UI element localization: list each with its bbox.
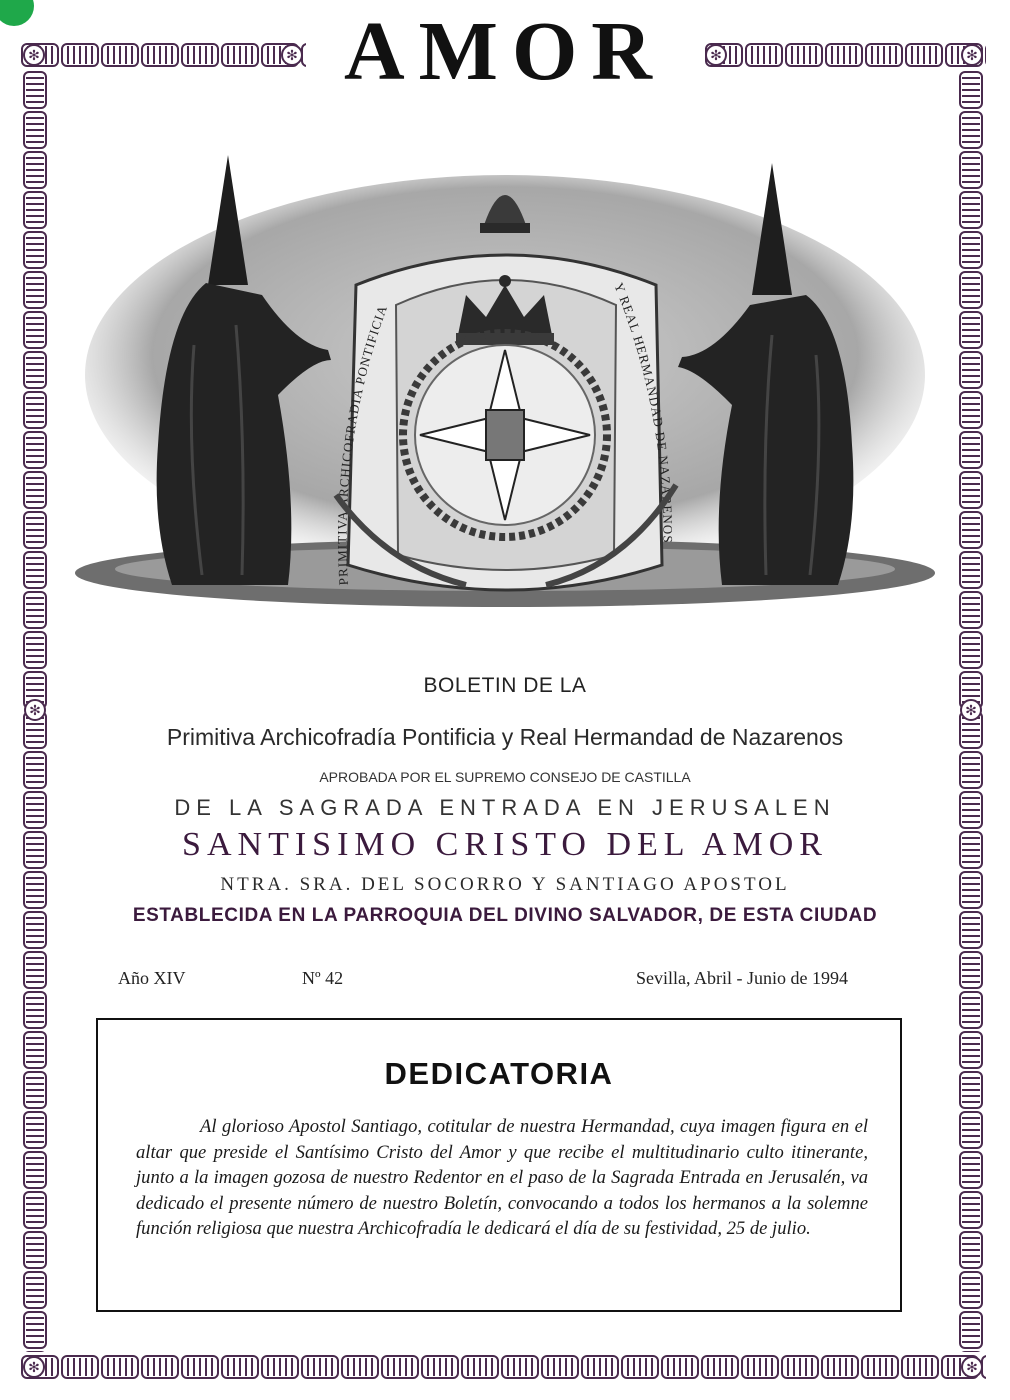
dedication-text: Al glorioso Apostol Santiago, cotitular de nuestra Hermandad, cuya imagen figura en el altar que preside el Santísimo Cristo del Amor y que recibe el multitudinario culto itinerante, junto a la imagen gozosa de nuestro Redentor en el paso de la Sagrada Entrada en Jerusalén, va dedicado el presente número de nuestro Boletín, convocando a todos los hermanos a la solemne función religiosa que nuestra Archicofradía le dedicará el día de su festividad, 25 de julio. <box>136 1116 868 1240</box>
dedication-box <box>96 1018 902 1312</box>
border-right <box>956 70 986 1352</box>
green-marker-dot <box>0 0 34 26</box>
border-top-left <box>20 40 306 70</box>
brotherhood-emblem-illustration <box>66 145 944 635</box>
svg-text:✻: ✻ <box>286 49 298 64</box>
svg-text:✻: ✻ <box>965 704 977 719</box>
ribbon-left-text: PRIMITIVA ARCHICOFRADIA PONTIFICIA <box>334 302 391 586</box>
ribbon-right-text: Y REAL HERMANDAD DE NAZARENOS <box>611 280 676 544</box>
issue-year: Año XIV <box>118 968 186 988</box>
svg-text:✻: ✻ <box>966 1361 978 1376</box>
heading-sagrada-entrada: DE LA SAGRADA ENTRADA EN JERUSALEN <box>174 795 836 820</box>
heading-socorro-santiago: NTRA. SRA. DEL SOCORRO Y SANTIAGO APOSTOL <box>220 874 790 895</box>
border-bottom <box>20 1352 986 1382</box>
heading-establecida: ESTABLECIDA EN LA PARROQUIA DEL DIVINO SALVADOR, DE ESTA CIUDAD <box>132 905 878 926</box>
svg-text:✻: ✻ <box>28 49 40 64</box>
border-left <box>20 70 50 1352</box>
heading-cristo-del-amor: SANTISIMO CRISTO DEL AMOR <box>182 826 828 863</box>
dedication-title: DEDICATORIA <box>384 1056 614 1091</box>
heading-aprobada: APROBADA POR EL SUPREMO CONSEJO DE CASTILLA <box>319 769 691 785</box>
svg-text:✻: ✻ <box>29 704 41 719</box>
heading-boletin: BOLETIN DE LA <box>423 674 587 697</box>
issue-date: Sevilla, Abril - Junio de 1994 <box>636 968 848 988</box>
svg-text:✻: ✻ <box>28 1361 40 1376</box>
heading-archicofradia: Primitiva Archicofradía Pontificia y Real Hermandad de Nazarenos <box>166 724 844 750</box>
svg-text:✻: ✻ <box>966 49 978 64</box>
border-top-right <box>704 40 986 70</box>
svg-text:✻: ✻ <box>710 49 722 64</box>
masthead-title: AMOR <box>344 5 666 98</box>
issue-number: Nº 42 <box>302 968 344 988</box>
